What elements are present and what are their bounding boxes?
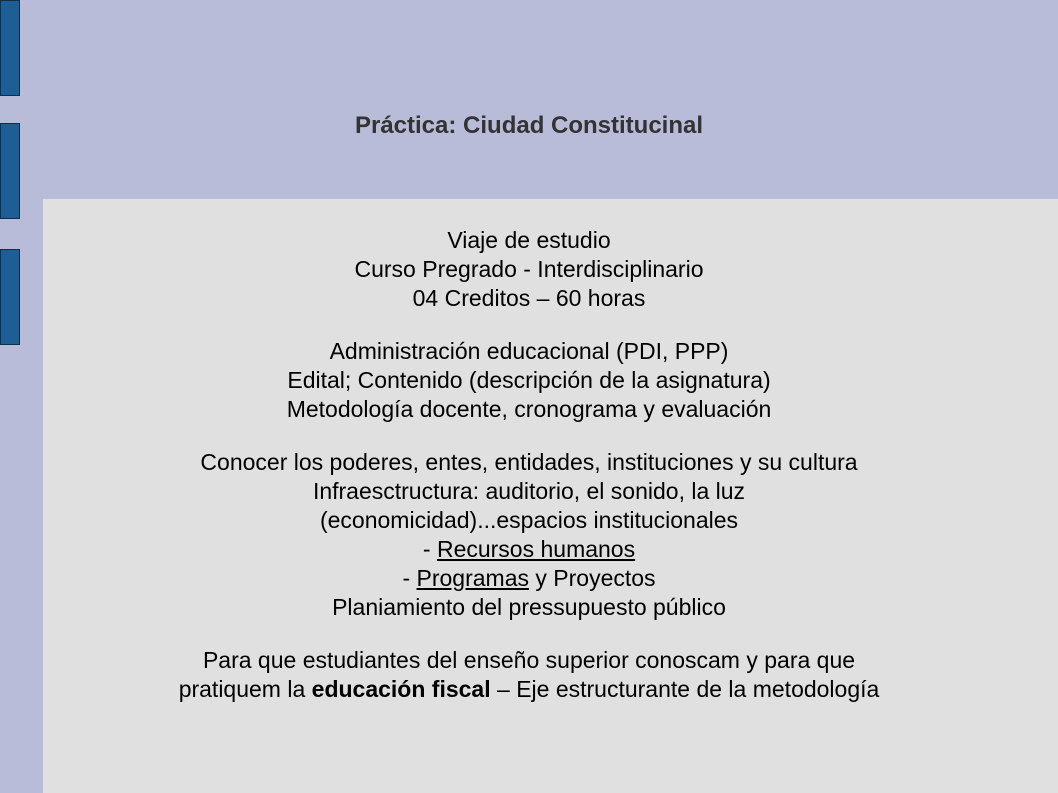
text-line: Curso Pregrado - Interdisciplinario [354,256,704,282]
slide-body [0,226,1058,704]
text-line: Viaje de estudio [447,227,611,253]
list-dash: - [422,536,437,562]
text-line: Conocer los poderes, entes, entidades, instituciones y su cultura [200,449,858,475]
text-line: Edital; Contenido (descripción de la asignatura) [287,367,771,393]
block-administration [0,337,1058,424]
programas-link[interactable]: Programas [416,565,529,591]
text-line [0,675,1058,704]
text-line [0,564,1058,593]
text-fragment: y Proyectos [529,565,656,591]
decorative-bar-top [0,0,20,96]
block-purpose [0,646,1058,704]
bold-term: educación fiscal [311,676,491,702]
block-objectives [0,448,1058,622]
text-line: Administración educacional (PDI, PPP) [329,338,729,364]
list-dash: - [402,565,417,591]
text-line [0,535,1058,564]
paragraph-gap [0,424,1058,448]
text-line: 04 Creditos – 60 horas [412,285,646,311]
slide-title: Práctica: Ciudad Constitucinal [354,112,704,139]
text-fragment: pratiquem la [178,676,312,702]
text-fragment: – Eje estructurante de la metodología [490,676,880,702]
text-line: Metodología docente, cronograma y evaluación [286,396,772,422]
paragraph-gap [0,313,1058,337]
recursos-humanos-link[interactable]: Recursos humanos [436,536,636,562]
text-line: Para que estudiantes del enseño superior conoscam y para que [202,647,856,673]
paragraph-gap [0,622,1058,646]
text-line: (economicidad)...espacios institucionales [319,507,739,533]
block-study-trip [0,226,1058,313]
text-line: Planiamiento del pressupuesto público [332,594,726,620]
text-line: Infraesctructura: auditorio, el sonido, la luz [312,478,746,504]
